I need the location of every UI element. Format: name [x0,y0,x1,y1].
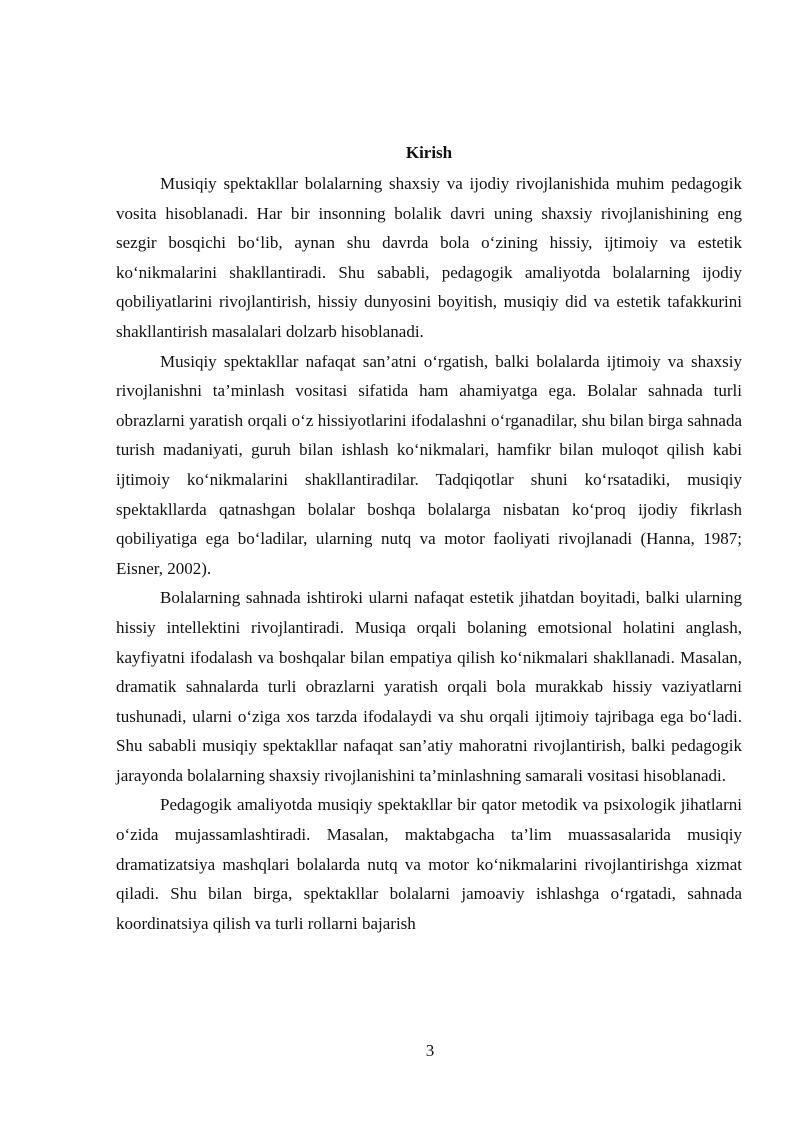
document-page [116,140,742,938]
paragraph-3: Bolalarning sahnada ishtiroki ularni nafaqat estetik jihatdan boyitadi, balki ularning hissiy intellektini rivojlantiradi. Musiqa orqali bolaning emotsional holatini anglash, kayfiyatni ifodalash va boshqalar bilan empatiya qilish ko‘nikmalari shakllanadi. Masalan, dramatik sahnalarda turli obrazlarni yaratish orqali bola murakkab hissiy vaziyatlarni tushunadi, ularni o‘ziga xos tarzda ifodalaydi va shu orqali ijtimoiy tajribaga ega bo‘ladi. Shu sababli musiqiy spektakllar nafaqat san’atiy mahoratni rivojlantirish, balki pedagogik jarayonda bolalarning shaxsiy rivojlanishini ta’minlashning samarali vositasi hisoblanadi. [116,588,742,785]
paragraph-1: Musiqiy spektakllar bolalarning shaxsiy va ijodiy rivojlanishida muhim pedagogik vosita hisoblanadi. Har bir insonning bolalik davri uning shaxsiy rivojlanishining eng sezgir bosqichi bo‘lib, aynan shu davrda bola o‘zining hissiy, ijtimoiy va estetik ko‘nikmalarini shakllantiradi. Shu sababli, pedagogik amaliyotda bolalarning ijodiy qobiliyatlarini rivojlantirish, hissiy dunyosini boyitish, musiqiy did va estetik tafakkurini shakllantirish masalalari dolzarb hisoblanadi. [116,174,742,341]
section-heading: Kirish [405,143,453,162]
page-number: 3 [425,1041,435,1060]
paragraph-2: Musiqiy spektakllar nafaqat san’atni o‘rgatish, balki bolalarda ijtimoiy va shaxsiy rivojlanishni ta’minlash vositasi sifatida ham ahamiyatga ega. Bolalar sahnada turli obrazlarni yaratish orqali o‘z hissiyotlarini ifodalashni o‘rganadilar, shu bilan birga sahnada turish madaniyati, guruh bilan ishlash ko‘nikmalari, hamfikr bilan muloqot qilish kabi ijtimoiy ko‘nikmalarini shakllantiradilar. Tadqiqotlar shuni ko‘rsatadiki, musiqiy spektakllarda qatnashgan bolalar boshqa bolalarga nisbatan ko‘proq ijodiy fikrlash qobiliyatiga ega bo‘ladilar, ularning nutq va motor faoliyati rivojlanadi (Hanna, 1987; Eisner, 2002). [116,351,742,578]
paragraph-4: Pedagogik amaliyotda musiqiy spektakllar bir qator metodik va psixologik jihatlarni o‘zida mujassamlashtiradi. Masalan, maktabgacha ta’lim muassasalarida musiqiy dramatizatsiya mashqlari bolalarda nutq va motor ko‘nikmalarini rivojlantirishga xizmat qiladi. Shu bilan birga, spektakllar bolalarni jamoaviy ishlashga o‘rgatadi, sahnada koordinatsiya qilish va turli rollarni bajarish [116,795,742,933]
